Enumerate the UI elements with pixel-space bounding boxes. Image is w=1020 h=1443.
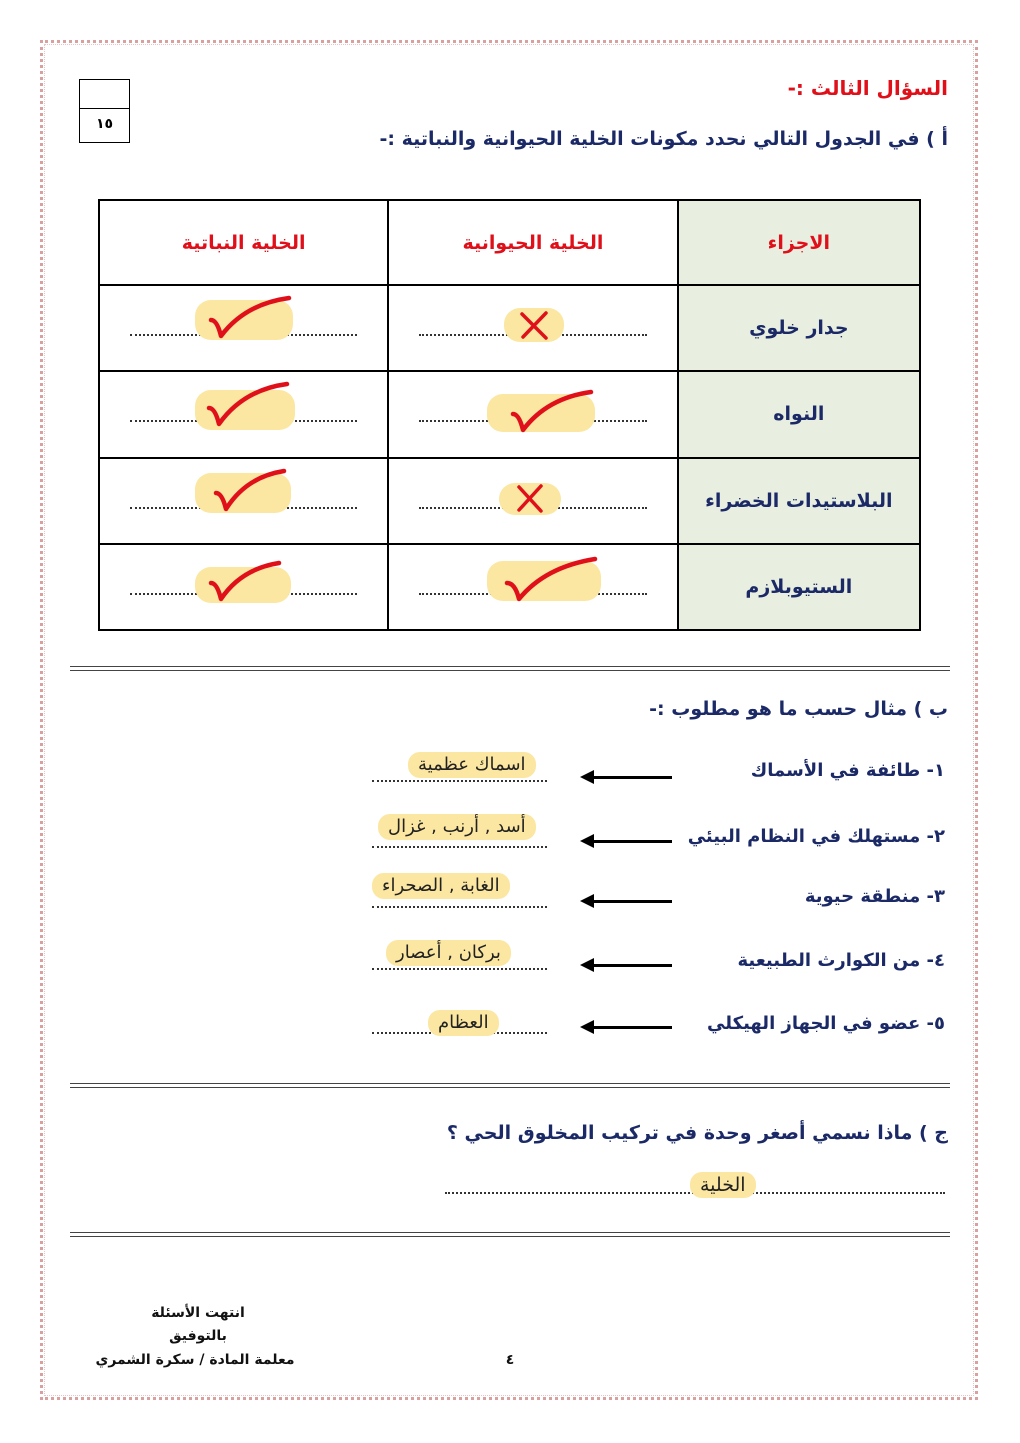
check-icon	[501, 553, 601, 605]
check-icon	[507, 386, 597, 436]
table-row	[99, 458, 920, 544]
animal-mark-cell	[388, 371, 677, 457]
arrow-left-icon	[580, 770, 672, 784]
header-parts: الاجزاء	[678, 200, 920, 285]
section-divider	[70, 1083, 950, 1088]
score-value: ١٥	[95, 116, 114, 132]
check-icon	[210, 465, 290, 515]
table-row	[99, 285, 920, 371]
answer-text: أسد , أرنب , غزال	[378, 814, 536, 840]
part-b-instruction: ب ) مثال حسب ما هو مطلوب :-	[649, 698, 948, 720]
animal-mark-cell	[388, 544, 677, 630]
list-item-label: ٢- مستهلك في النظام البيئي	[687, 826, 945, 847]
answer-text: العظام	[428, 1010, 499, 1036]
score-box	[79, 79, 130, 143]
part-c-answer: الخلية	[690, 1172, 756, 1198]
list-item-label: ٤- من الكوارث الطبيعية	[737, 950, 945, 971]
arrow-left-icon	[580, 958, 672, 972]
answer-text: بركان , أعصار	[386, 940, 511, 966]
page-number: ٤	[505, 1352, 515, 1368]
footer-teacher: معلمة المادة / سكرة الشمري	[95, 1352, 295, 1368]
table-row	[99, 544, 920, 630]
section-divider	[70, 1232, 950, 1237]
part-c-question: ج ) ماذا نسمي أصغر وحدة في تركيب المخلوق الحي ؟	[446, 1122, 948, 1144]
plant-mark-cell	[99, 285, 388, 371]
row-part-label: الستيوبلازم	[678, 544, 920, 630]
answer-text: اسماك عظمية	[408, 752, 536, 778]
cross-icon	[516, 308, 552, 342]
list-item-label: ١- طائفة في الأسماك	[750, 760, 945, 781]
arrow-left-icon	[580, 894, 672, 908]
check-icon	[203, 378, 293, 430]
part-a-instruction: أ ) في الجدول التالي نحدد مكونات الخلية الحيوانية والنباتية :-	[379, 128, 948, 150]
question-title: السؤال الثالث :-	[787, 76, 948, 100]
cross-icon	[513, 481, 547, 515]
plant-mark-cell	[99, 544, 388, 630]
row-part-label: البلاستيدات الخضراء	[678, 458, 920, 544]
check-icon	[205, 292, 295, 342]
arrow-left-icon	[580, 1020, 672, 1034]
row-part-label: النواه	[678, 371, 920, 457]
plant-mark-cell	[99, 458, 388, 544]
check-icon	[205, 557, 285, 605]
cell-parts-table	[98, 199, 921, 631]
section-divider	[70, 666, 950, 671]
list-item-label: ٣- منطقة حيوية	[804, 886, 945, 907]
animal-mark-cell	[388, 285, 677, 371]
answer-text: الغابة , الصحراء	[372, 873, 510, 899]
list-item-label: ٥- عضو في الجهاز الهيكلي	[707, 1013, 945, 1034]
footer-good-luck: بالتوفيق	[169, 1328, 227, 1344]
row-part-label: جدار خلوي	[678, 285, 920, 371]
plant-mark-cell	[99, 371, 388, 457]
header-animal-cell: الخلية الحيوانية	[388, 200, 677, 285]
header-plant-cell: الخلية النباتية	[99, 200, 388, 285]
footer-end-note: انتهت الأسئلة	[151, 1305, 245, 1321]
animal-mark-cell	[388, 458, 677, 544]
arrow-left-icon	[580, 834, 672, 848]
table-row	[99, 371, 920, 457]
